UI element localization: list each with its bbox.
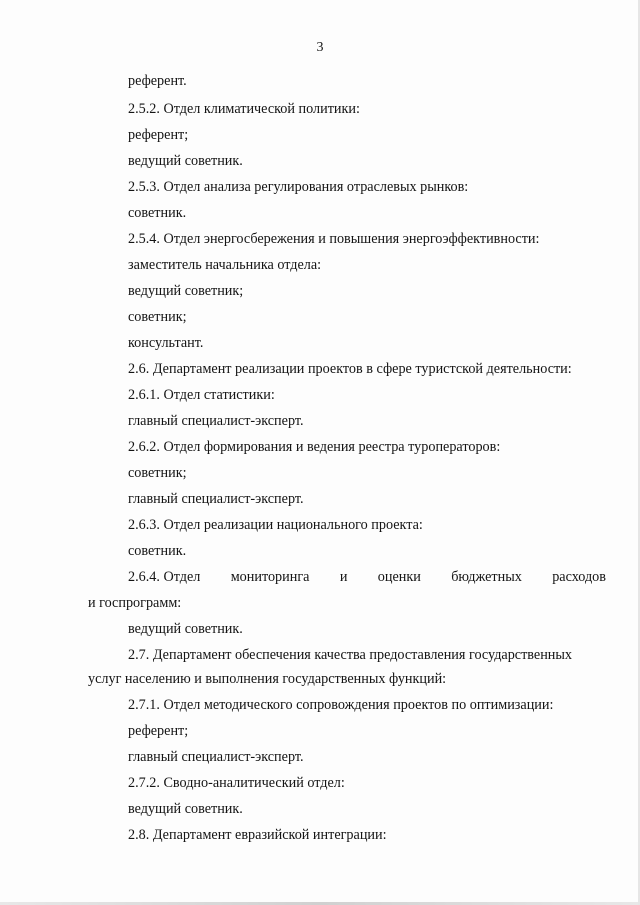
text-line: ведущий советник; bbox=[128, 283, 244, 299]
section-heading: 2.6. Департамент реализации проектов в сфере туристской деятельности: bbox=[128, 361, 572, 377]
text-line: ведущий советник. bbox=[128, 621, 243, 637]
page-number: 3 bbox=[316, 40, 324, 55]
text-line: заместитель начальника отдела: bbox=[128, 257, 322, 273]
text-line: главный специалист-эксперт. bbox=[128, 413, 304, 429]
section-heading: 2.5.2. Отдел климатической политики: bbox=[128, 101, 360, 117]
word: и bbox=[339, 569, 348, 585]
text-line-continuation: услуг населению и выполнения государственных функций: bbox=[88, 671, 447, 687]
word: бюджетных bbox=[451, 569, 522, 585]
word: расходов bbox=[552, 569, 606, 585]
text-line: ведущий советник. bbox=[128, 801, 243, 817]
word: оценки bbox=[377, 569, 421, 585]
text-line: советник; bbox=[128, 309, 187, 325]
section-heading: 2.6.2. Отдел формирования и ведения реестра туроператоров: bbox=[128, 439, 501, 455]
section-heading: 2.6.1. Отдел статистики: bbox=[128, 387, 275, 403]
word: мониторинга bbox=[230, 569, 310, 585]
section-heading: 2.5.4. Отдел энергосбережения и повышения энергоэффективности: bbox=[128, 231, 540, 247]
text-line: консультант. bbox=[128, 335, 204, 351]
text-line: ведущий советник. bbox=[128, 153, 243, 169]
text-line: референт. bbox=[128, 73, 187, 89]
section-heading: 2.7.1. Отдел методического сопровождения проектов по оптимизации: bbox=[128, 697, 554, 713]
section-heading: 2.5.3. Отдел анализа регулирования отраслевых рынков: bbox=[128, 179, 469, 195]
section-heading-justified bbox=[128, 568, 606, 586]
text-line: референт; bbox=[128, 127, 189, 143]
text-line: советник. bbox=[128, 543, 187, 559]
word: 2.6.4. Отдел bbox=[128, 569, 201, 585]
text-line: главный специалист-эксперт. bbox=[128, 749, 304, 765]
text-line: советник; bbox=[128, 465, 187, 481]
text-line: советник. bbox=[128, 205, 187, 221]
section-heading: 2.8. Департамент евразийской интеграции: bbox=[128, 827, 387, 843]
text-line-continuation: и госпрограмм: bbox=[88, 595, 182, 611]
text-line: главный специалист-эксперт. bbox=[128, 491, 304, 507]
section-heading: 2.7. Департамент обеспечения качества предоставления государственных bbox=[128, 647, 573, 663]
text-line: референт; bbox=[128, 723, 189, 739]
section-heading: 2.6.3. Отдел реализации национального проекта: bbox=[128, 517, 423, 533]
section-heading: 2.7.2. Сводно-аналитический отдел: bbox=[128, 775, 345, 791]
